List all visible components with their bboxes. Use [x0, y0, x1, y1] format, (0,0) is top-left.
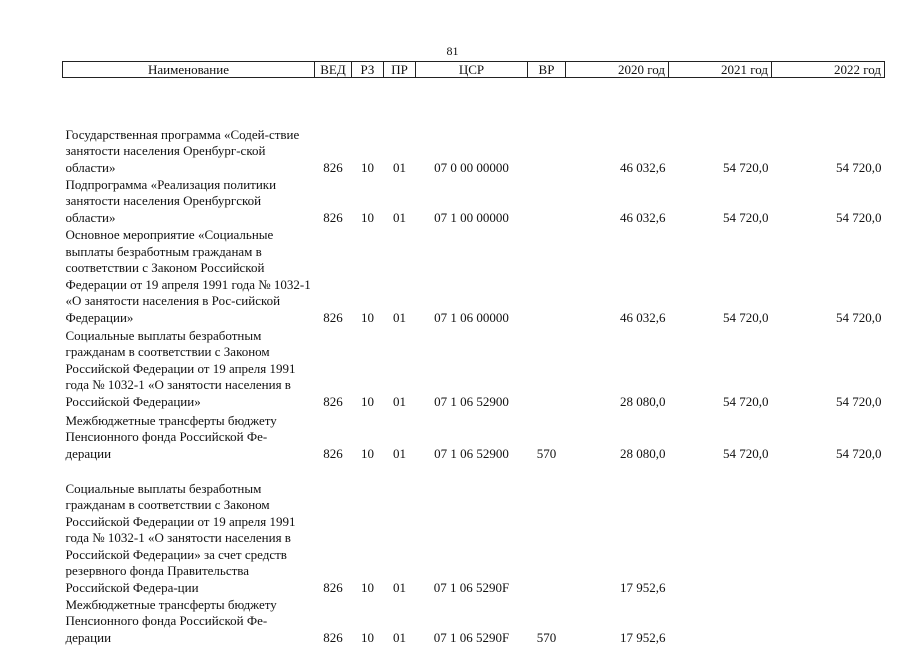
- row-rz: 10: [361, 393, 374, 409]
- table-row: [63, 462, 885, 596]
- row-name: Основное мероприятие «Социальные выплаты безработным гражданам в соответствии с Законом Российской Федерации от 19 апреля 1991 года № 1032-1 «О занятости населения в Рос-сийской Федерации»: [65, 227, 311, 325]
- row-2021: 54 720,0: [723, 209, 769, 225]
- table-header-row: [63, 62, 885, 78]
- row-vr: 570: [536, 445, 557, 461]
- row-2021: 54 720,0: [723, 393, 769, 409]
- row-vr: [528, 462, 566, 596]
- header-vr: ВР: [528, 62, 566, 78]
- row-pr: 01: [393, 209, 406, 225]
- row-csr: 07 1 06 52900: [434, 393, 509, 409]
- row-ved: 826: [323, 393, 343, 409]
- table-row: [63, 596, 885, 646]
- row-2021: 54 720,0: [723, 159, 769, 175]
- row-ved: 826: [323, 209, 343, 225]
- row-2022: [772, 596, 885, 646]
- row-pr: 01: [393, 309, 406, 325]
- row-2020: 46 032,6: [620, 159, 666, 175]
- row-rz: 10: [361, 209, 374, 225]
- table-row: [63, 226, 885, 326]
- row-name: Социальные выплаты безработным гражданам в соответствии с Законом Российской Федерации от 19 апреля 1991 года № 1032-1 «О занятости населения в Российской Федерации» за счет средств резервного фонда Правительства Российской Федера-ции: [65, 480, 296, 595]
- header-rz: РЗ: [352, 62, 384, 78]
- row-name: Социальные выплаты безработным гражданам в соответствии с Законом Российской Федерации от 19 апреля 1991 года № 1032-1 «О занятости населения в Российской Федерации»: [65, 327, 296, 409]
- row-csr: 07 1 06 00000: [434, 309, 509, 325]
- row-2022: 54 720,0: [836, 445, 882, 461]
- row-pr: 01: [393, 393, 406, 409]
- row-2020: 28 080,0: [620, 445, 666, 461]
- row-ved: 826: [323, 159, 343, 175]
- row-vr: 570: [536, 629, 557, 645]
- row-pr: 01: [393, 629, 406, 645]
- row-rz: 10: [361, 445, 374, 461]
- row-2021: 54 720,0: [723, 445, 769, 461]
- row-pr: 01: [393, 445, 406, 461]
- row-2021: 54 720,0: [723, 309, 769, 325]
- table-row: [63, 78, 885, 177]
- row-2021: [669, 462, 772, 596]
- row-name: Межбюджетные трансферты бюджету Пенсионного фонда Российской Фе-дерации: [65, 596, 277, 645]
- row-rz: 10: [361, 309, 374, 325]
- row-ved: 826: [323, 445, 343, 461]
- row-pr: 01: [393, 579, 406, 595]
- row-ved: 826: [323, 579, 343, 595]
- row-ved: 826: [323, 629, 343, 645]
- header-name: Наименование: [63, 62, 315, 78]
- row-csr: 07 1 06 5290F: [433, 629, 510, 645]
- table-row: [63, 410, 885, 462]
- table-row: [63, 326, 885, 410]
- row-2022: 54 720,0: [836, 309, 882, 325]
- row-vr: [528, 176, 566, 226]
- row-csr: 07 0 00 00000: [434, 159, 509, 175]
- page-number: 81: [446, 44, 459, 58]
- row-ved: 826: [323, 309, 343, 325]
- row-2022: 54 720,0: [836, 209, 882, 225]
- table-row: [63, 176, 885, 226]
- header-2022: 2022 год: [772, 62, 885, 78]
- row-csr: 07 1 06 52900: [434, 445, 509, 461]
- row-vr: [528, 78, 566, 177]
- row-2021: [669, 596, 772, 646]
- row-2022: 54 720,0: [836, 393, 882, 409]
- row-name: Межбюджетные трансферты бюджету Пенсионного фонда Российской Фе-дерации: [65, 412, 277, 461]
- row-csr: 07 1 00 00000: [434, 209, 509, 225]
- row-rz: 10: [361, 579, 374, 595]
- row-2020: 46 032,6: [620, 209, 666, 225]
- row-vr: [528, 226, 566, 326]
- row-rz: 10: [361, 159, 374, 175]
- row-rz: 10: [361, 629, 374, 645]
- row-pr: 01: [393, 159, 406, 175]
- row-name: Подпрограмма «Реализация политики занятости населения Оренбургской области»: [65, 176, 277, 225]
- row-2022: [772, 462, 885, 596]
- row-2022: 54 720,0: [836, 159, 882, 175]
- row-2020: 17 952,6: [620, 629, 666, 645]
- row-csr: 07 1 06 5290F: [433, 579, 510, 595]
- header-pr: ПР: [384, 62, 416, 78]
- row-2020: 17 952,6: [620, 579, 666, 595]
- row-vr: [528, 326, 566, 410]
- budget-table: [62, 61, 885, 646]
- row-name: Государственная программа «Содей-ствие занятости населения Оренбург-ской области»: [65, 126, 300, 175]
- row-2020: 28 080,0: [620, 393, 666, 409]
- header-ved: ВЕД: [315, 62, 352, 78]
- header-csr: ЦСР: [416, 62, 528, 78]
- row-2020: 46 032,6: [620, 309, 666, 325]
- header-2021: 2021 год: [669, 62, 772, 78]
- header-2020: 2020 год: [566, 62, 669, 78]
